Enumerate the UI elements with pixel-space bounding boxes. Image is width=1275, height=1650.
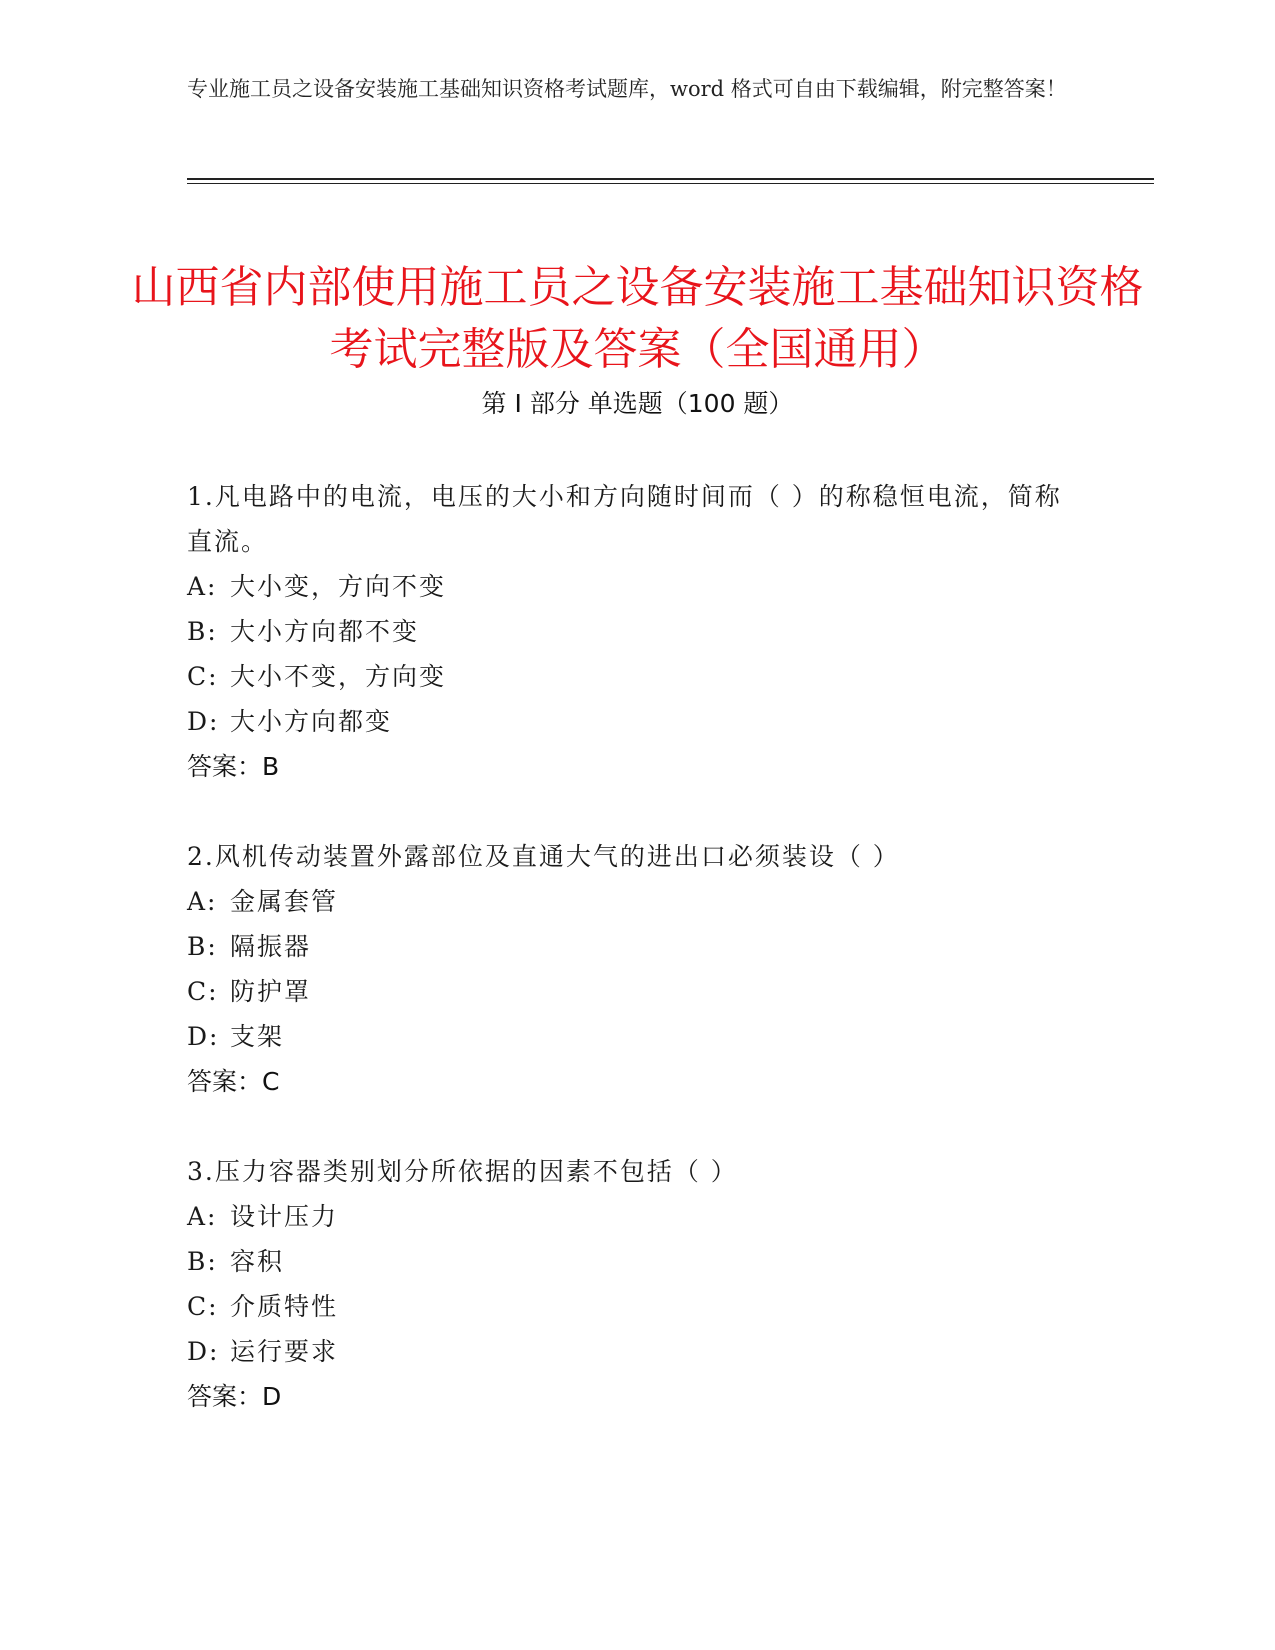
option-c	[187, 969, 1087, 1014]
option-b	[187, 924, 1087, 969]
option-b	[187, 1239, 1087, 1284]
question-item	[187, 474, 1087, 790]
option-text: 隔振器	[230, 932, 312, 961]
document-title: 山西省内部使用施工员之设备安装施工基础知识资格考试完整版及答案（全国通用）	[131, 262, 1144, 376]
question-stem: 1.凡电路中的电流，电压的大小和方向随时间而（ ）的称稳恒电流，简称直流。	[187, 482, 1062, 556]
option-text: 大小不变，方向变	[230, 662, 447, 691]
option-key: D:	[187, 707, 220, 736]
option-text: 防护罩	[230, 977, 312, 1006]
section-title: 第 I 部分 单选题（100 题）	[481, 389, 794, 418]
option-b	[187, 609, 1087, 654]
option-key: D:	[187, 1337, 220, 1366]
option-key: C:	[187, 1292, 219, 1321]
question-item	[187, 1149, 1087, 1420]
option-a	[187, 1194, 1087, 1239]
question-stem: 3.压力容器类别划分所依据的因素不包括（ ）	[187, 1157, 738, 1186]
header-divider-thin	[187, 183, 1154, 184]
header-note: 专业施工员之设备安装施工基础知识资格考试题库，word 格式可自由下载编辑，附完整答案！	[187, 77, 1067, 101]
option-a	[187, 564, 1087, 609]
question-stem: 2.风机传动装置外露部位及直通大气的进出口必须装设（ ）	[187, 842, 900, 871]
option-d	[187, 699, 1087, 744]
option-text: 金属套管	[230, 887, 339, 916]
option-key: B:	[187, 1247, 218, 1276]
question-item	[187, 834, 1087, 1105]
option-key: A:	[187, 887, 218, 916]
question-answer: 答案：C	[187, 1067, 280, 1096]
option-c	[187, 1284, 1087, 1329]
question-answer: 答案：D	[187, 1382, 282, 1411]
option-key: A:	[187, 572, 218, 601]
option-a	[187, 879, 1087, 924]
option-text: 运行要求	[230, 1337, 339, 1366]
option-d	[187, 1329, 1087, 1374]
option-key: B:	[187, 932, 218, 961]
option-key: C:	[187, 977, 219, 1006]
option-key: D:	[187, 1022, 220, 1051]
header-divider-thick	[187, 178, 1154, 180]
option-text: 设计压力	[230, 1202, 339, 1231]
option-text: 大小变，方向不变	[230, 572, 447, 601]
question-list	[187, 474, 1087, 1464]
option-text: 支架	[230, 1022, 285, 1051]
option-key: B:	[187, 617, 218, 646]
option-d	[187, 1014, 1087, 1059]
option-key: C:	[187, 662, 219, 691]
question-answer: 答案：B	[187, 752, 280, 781]
option-text: 大小方向都不变	[230, 617, 420, 646]
option-text: 容积	[230, 1247, 285, 1276]
option-text: 介质特性	[230, 1292, 339, 1321]
option-text: 大小方向都变	[230, 707, 393, 736]
option-c	[187, 654, 1087, 699]
option-key: A:	[187, 1202, 218, 1231]
